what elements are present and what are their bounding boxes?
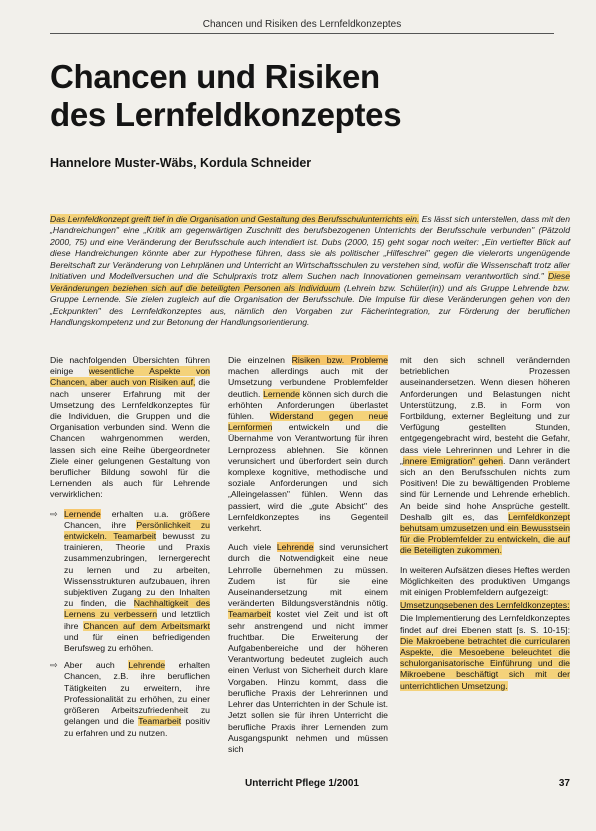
journal-name: Unterricht Pflege 1/2001 bbox=[245, 778, 359, 789]
text: die nach unserer Erfahrung mit der Umsetzung des Lernfeldkonzeptes für die Individuen, die Gruppen und die Organisation verbunden sind. Wenn die Chancen wahrgenommen werden, lassen sich eine Reihe übergeordneter Ziele einer gelungenen Gestaltung von beruflicher Bildung sowohl für die Lernenden als auch für Lehrende verwirklichen: bbox=[50, 377, 210, 500]
text: positiv zu erfahren und zu nutzen. bbox=[64, 716, 210, 738]
text: machen allerdings auch mit der Umsetzung verbundene Problemfelder deutlich. bbox=[228, 366, 388, 399]
column-1 bbox=[50, 355, 210, 745]
col2-paragraph-2 bbox=[228, 542, 388, 755]
text: und letztlich ihre bbox=[64, 609, 211, 631]
highlight: Lehrende bbox=[128, 660, 166, 671]
highlight: Persönlichkeit zu entwickeln. Teamarbeit bbox=[64, 519, 210, 542]
abstract-text-2: (Lehrein bzw. Schüler(in)) und als Gruppe Lehrende bzw. Gruppe Lernende. Sie zielen zugleich auf die Organisation der Berufsschule. Die Impulse für diese Veränderungen gehen von den „Eckpunkten" des Lernfeldkonzeptes aus, nämlich den Vorgaben zur Fächerintegration, zur Förderung der beruflichen Handlungskompetenz und zur Betonung der Handlungsorientierung. bbox=[50, 282, 570, 328]
highlight: innere Emigration" gehen bbox=[402, 455, 503, 466]
highlight: wesentliche Aspekte von Chancen, aber auch von Risiken auf, bbox=[50, 366, 210, 388]
arrow-icon: ⇨ bbox=[50, 660, 58, 671]
abstract-highlight: Das Lernfeldkonzept greift tief in die Organisation und Gestaltung des Berufsschulunterrichts ein. bbox=[50, 214, 420, 224]
authors: Hannelore Muster-Wäbs, Kordula Schneider bbox=[50, 156, 312, 170]
running-head: Chancen und Risiken des Lernfeldkonzeptes bbox=[50, 19, 554, 34]
text: kostet viel Zeit und ist oft sehr anstrengend und nicht immer fruchtbar. Die Erweiterung der Aufgabenbereiche und der höheren Verantwortung bedeutet zugleich auch einen Verlust von Sicherheit durch klare Vorgaben. Hinzu kommt, dass die berufliche Praxis der Lehrerinnen und Lehrer das Unterrichten in der Schule ist. Jetzt sollen sie für ihren Unterricht die berufliche Praxis ihrer Lernenden zum Ausgangspunkt nehmen und müssen sich bbox=[228, 609, 388, 754]
highlight: Die Makroebene betrachtet die curricularen Aspekte, die Mesoebene beleuchtet die schulorganisatorische Einführung und die Mikroebene beschäftigt sich mit der unterrichtlichen Umsetzung. bbox=[400, 635, 570, 691]
text: bewusst zu trainieren, Theorie und Praxis zusammenzubringen, lernergerecht zu lernen und zu arbeiten, Wissensstrukturen aufzubauen, ihren subjektiven Zugang zu den Inhalten zu finden, die bbox=[64, 531, 210, 609]
highlight: Lernende bbox=[64, 508, 101, 519]
text: können sich durch die erhöhten Anforderungen überlastet fühlen. bbox=[228, 388, 388, 422]
col3-paragraph-3 bbox=[400, 613, 570, 691]
article-title bbox=[50, 58, 520, 134]
highlight: Teamarbeit bbox=[228, 609, 271, 620]
col1-bullet-1 bbox=[50, 509, 210, 655]
title-line-1: Chancen und Risiken bbox=[50, 58, 380, 95]
highlight: Umsetzungsebenen des Lernfeldkonzeptes: bbox=[400, 600, 570, 611]
highlight: Risiken bzw. Probleme bbox=[291, 355, 388, 365]
text: Die nachfolgenden Übersichten führen einige bbox=[50, 355, 210, 377]
column-2 bbox=[228, 355, 388, 763]
col1-paragraph-1 bbox=[50, 355, 210, 501]
text: erhalten u.a. größere Chancen, ihre bbox=[64, 508, 210, 530]
column-3 bbox=[400, 355, 570, 700]
highlight: Chancen auf dem Arbeitsmarkt bbox=[83, 620, 210, 631]
text: Aber auch bbox=[64, 660, 129, 671]
page-number: 37 bbox=[558, 778, 570, 789]
col3-paragraph-1 bbox=[400, 355, 570, 557]
highlight: Lernende bbox=[263, 388, 300, 399]
text: sind verunsichert durch die Notwendigkeit eine neue Lehrrolle übernehmen zu müssen. Zudem ist für sie eine Auseinandersetzung mit einem veränderten Bildungsverständnis nötig. bbox=[228, 542, 388, 609]
col1-bullet-2 bbox=[50, 660, 210, 738]
highlight: Widerstand gegen neue Lernformen bbox=[228, 411, 389, 433]
col3-subheading bbox=[400, 600, 570, 611]
abstract-text-1: Es lässt sich unterstellen, dass mit den „Handreichungen" eine „Kritik am gegenwärtigen Zuschnitt des berufsbezogenen Unterrichts der Berufsschule verbunden" (Pätzold 2000, 75) und eine Veränderung der Berufsschule auch intendiert ist. Dubs (2000, 15) geht sogar noch weiter: „Ein vertiefter Blick auf diese Handreichungen könnte aber zur Hypothese führen, dass sie als politischer „Hilfeschrei" gegen die vielerorts ungenügende Bereitschaft zur Veränderung von Lehrplänen und Unterricht an Wirtschaftsschulen zu verstehen sind, wofür die Wissenschaft trotz aller Initiativen und Modellversuchen und die Schulpraxis trotz allem Suchen nach Innovationen gemeinsam verantwortlich sind." bbox=[50, 214, 570, 282]
text: erhalten Chancen, z.B. ihre beruflichen Tätigkeiten zu erweitern, ihre Professionalität zu erhöhen, zu einer größeren Arbeitszufriedenheit zu gelangen und die bbox=[64, 660, 210, 727]
title-line-2: des Lernfeldkonzeptes bbox=[50, 96, 402, 133]
text: und für einen befriedigenden Berufsweg zu erhöhen. bbox=[64, 631, 210, 654]
highlight: Lernfeldkonzept behutsam umzusetzen und ein Bewusstsein für die Problemfelder zu entwickeln, die auf die Beteiligten zukommen. bbox=[400, 511, 570, 556]
text: Die Implementierung des Lernfeldkonzeptes findet auf drei Ebenen statt [s. S. 10-15]: bbox=[400, 613, 570, 635]
text: entwickeln und die Übernahme von Verantwortung für ihren Lernprozess ablehnen. Sie können verunsichert und überfordert sein durch komplexe kognitive, methodische und soziale Anforderungen und sich „Alleingelassen" fühlen. Wenn das passiert, wird die „gute Absicht" des Lernfeldkonzeptes ins Gegenteil verkehrt. bbox=[228, 422, 388, 534]
col3-paragraph-2: In weiteren Aufsätzen dieses Heftes werden Möglichkeiten des produktiven Umgangs mit einigen Problemfeldern aufgezeigt: bbox=[400, 564, 570, 598]
text: Die einzelnen bbox=[228, 355, 292, 365]
col2-paragraph-1 bbox=[228, 355, 388, 534]
highlight: Teamarbeit bbox=[138, 716, 182, 727]
highlight: Lehrende bbox=[276, 542, 314, 553]
text: Auch viele bbox=[228, 542, 277, 553]
text: . Dann verändert sich an den Berufsschulen nichts zum Positiven! Die zu bewältigenden Probleme sind für Lernende und Lehrende erheblich. An beide sind hohe Ansprüche gestellt. Deshalb gilt es, das bbox=[400, 455, 570, 522]
text: mit den sich schnell verändernden betrieblichen Prozessen auseinandersetzen. Wenn diesen höheren Anforderungen und Belastungen nicht Unterstützung, z.B. in Form von Fortbildung, externer Begleitung und zur Verfügung gestellten Stunden, entgegengebracht wird, besteht die Gefahr, dass viele Lehrerinnen und Lehrer in die „ bbox=[400, 355, 570, 466]
highlight: Nachhaltigkeit des Lernens zu verbessern bbox=[64, 598, 210, 620]
abstract bbox=[50, 214, 570, 329]
abstract-highlight-2: Diese Veränderungen beziehen sich auf die beteiligten Personen als Individuum bbox=[50, 271, 570, 293]
arrow-icon: ⇨ bbox=[50, 508, 58, 519]
